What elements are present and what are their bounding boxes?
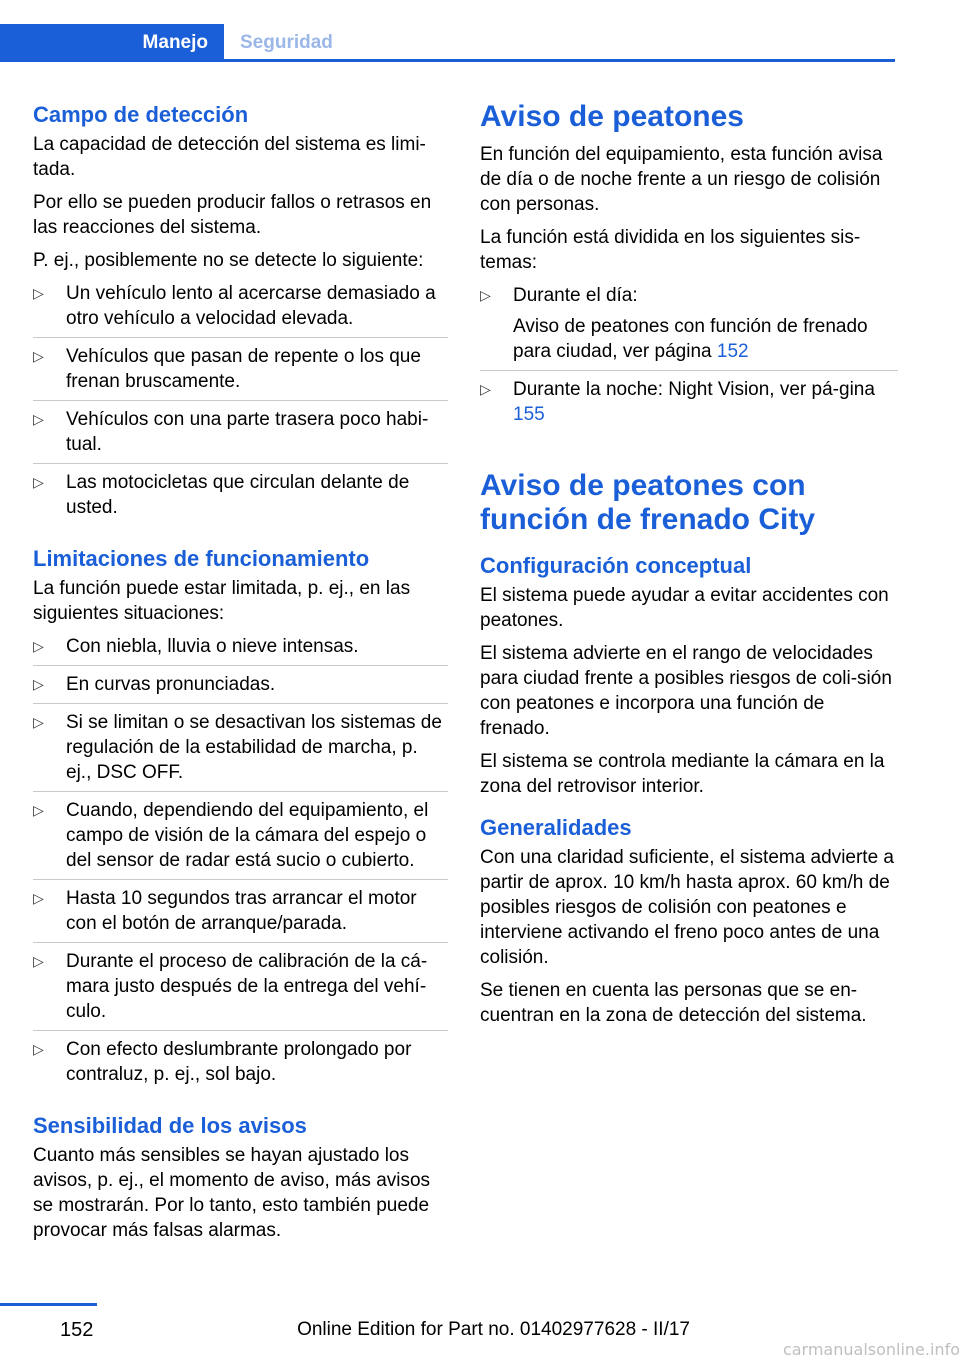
tab-manejo-label: Manejo	[142, 32, 208, 53]
list-item: ▷ Un vehículo lento al acercarse demasiado a otro vehículo a velocidad elevada.	[33, 281, 448, 338]
paragraph: Por ello se pueden producir fallos o retrasos en las reacciones del sistema.	[33, 192, 432, 238]
list-item: ▷ Con efecto deslumbrante prolongado por contraluz, p. ej., sol bajo.	[33, 1039, 412, 1085]
section-title-limitaciones: Limitaciones de funcionamiento	[33, 546, 370, 571]
list-item: ▷ Durante el día: Aviso de peatones con función de frenado para ciudad, ver página 152	[480, 283, 898, 371]
triangle-bullet-icon: ▷	[33, 1041, 44, 1057]
section-title-campo-deteccion: Campo de detección	[33, 102, 249, 127]
watermark: carmanualsonline.info	[782, 1340, 960, 1359]
list-item-detail: Aviso de peatones con función de frenado para ciudad, ver página 152	[513, 316, 868, 362]
paragraph: La función puede estar limitada, p. ej., en las siguientes situaciones:	[33, 578, 411, 624]
list-item: ▷ Vehículos que pasan de repente o los que frenan bruscamente.	[33, 344, 448, 401]
paragraph: P. ej., posiblemente no se detecte lo siguiente:	[33, 250, 424, 271]
paragraph: La capacidad de detección del sistema es limi‐tada.	[33, 134, 426, 180]
paragraph: Cuanto más sensibles se hayan ajustado los avisos, p. ej., el momento de aviso, más avisos se mostrarán. Por lo tanto, esto también puede provocar más falsas alarmas.	[33, 1145, 431, 1241]
paragraph: El sistema se controla mediante la cámara en la zona del retrovisor interior.	[480, 751, 885, 797]
header-tabbar	[0, 24, 895, 62]
list-item: ▷ Vehículos con una parte trasera poco habi‐tual.	[33, 407, 448, 464]
list-item: ▷ Durante el proceso de calibración de la cá‐mara justo después de la entrega del vehí‐culo.	[33, 949, 448, 1031]
section-title-generalidades: Generalidades	[480, 815, 632, 840]
paragraph: Con una claridad suficiente, el sistema advierte a partir de aprox. 10 km/h hasta aprox. 60 km/h de posibles riesgos de colisión con peatones e interviene activando el freno poco antes de una colisión.	[480, 847, 895, 968]
paragraph: El sistema advierte en el rango de velocidades para ciudad frente a posibles riesgos de coli‐sión con peatones e incorpora una función de frenado.	[480, 643, 892, 739]
paragraph: La función está dividida en los siguientes sis‐temas:	[480, 227, 861, 273]
heading-aviso-frenado-city: Aviso de peatones con función de frenado City	[480, 469, 816, 536]
triangle-bullet-icon: ▷	[33, 638, 44, 654]
section-title-sensibilidad: Sensibilidad de los avisos	[33, 1113, 307, 1138]
paragraph: En función del equipamiento, esta función avisa de día o de noche frente a un riesgo de colisión con personas.	[480, 144, 883, 215]
triangle-bullet-icon: ▷	[33, 890, 44, 906]
page-link-155[interactable]: 155	[513, 404, 545, 425]
section-title-configuracion: Configuración conceptual	[480, 553, 752, 578]
list-item: ▷ Hasta 10 segundos tras arrancar el motor con el botón de arranque/parada.	[33, 886, 448, 943]
tab-seguridad[interactable]: Seguridad	[240, 32, 333, 53]
triangle-bullet-icon: ▷	[33, 714, 44, 730]
list-item: ▷ En curvas pronunciadas.	[33, 672, 448, 704]
right-column	[480, 100, 898, 1036]
bullet-list-deteccion	[33, 281, 448, 526]
triangle-bullet-icon: ▷	[480, 287, 491, 303]
triangle-bullet-icon: ▷	[33, 411, 44, 427]
list-item: ▷ Con niebla, lluvia o nieve intensas.	[33, 634, 448, 666]
list-item: ▷ Si se limitan o se desactivan los sistemas de regulación de la estabilidad de marcha, p. ej., DSC OFF.	[33, 710, 448, 792]
bullet-list-sistemas	[480, 283, 898, 433]
triangle-bullet-icon: ▷	[33, 676, 44, 692]
list-item: ▷ Durante la noche: Night Vision, ver pá‐gina 155	[480, 379, 875, 425]
paragraph: Se tienen en cuenta las personas que se en‐cuentran en la zona de detección del sistema.	[480, 980, 867, 1026]
triangle-bullet-icon: ▷	[480, 381, 491, 397]
list-item: ▷ Cuando, dependiendo del equipamiento, el campo de visión de la cámara del espejo o del sensor de radar está sucio o cubierto.	[33, 798, 448, 880]
left-column	[33, 100, 448, 1251]
triangle-bullet-icon: ▷	[33, 953, 44, 969]
triangle-bullet-icon: ▷	[33, 348, 44, 364]
bullet-list-limitaciones	[33, 634, 448, 1093]
triangle-bullet-icon: ▷	[33, 802, 44, 818]
tab-manejo[interactable]	[0, 24, 224, 59]
footer-accent-line	[0, 1303, 97, 1306]
list-item: ▷ Las motocicletas que circulan delante de usted.	[33, 472, 410, 518]
triangle-bullet-icon: ▷	[33, 474, 44, 490]
edition-text: Online Edition for Part no. 01402977628 - II/17	[297, 1319, 690, 1340]
triangle-bullet-icon: ▷	[33, 285, 44, 301]
page-link-152[interactable]: 152	[716, 341, 749, 362]
page-number: 152	[60, 1319, 94, 1341]
paragraph: El sistema puede ayudar a evitar accidentes con peatones.	[480, 585, 889, 631]
heading-aviso-peatones: Aviso de peatones	[480, 100, 744, 133]
